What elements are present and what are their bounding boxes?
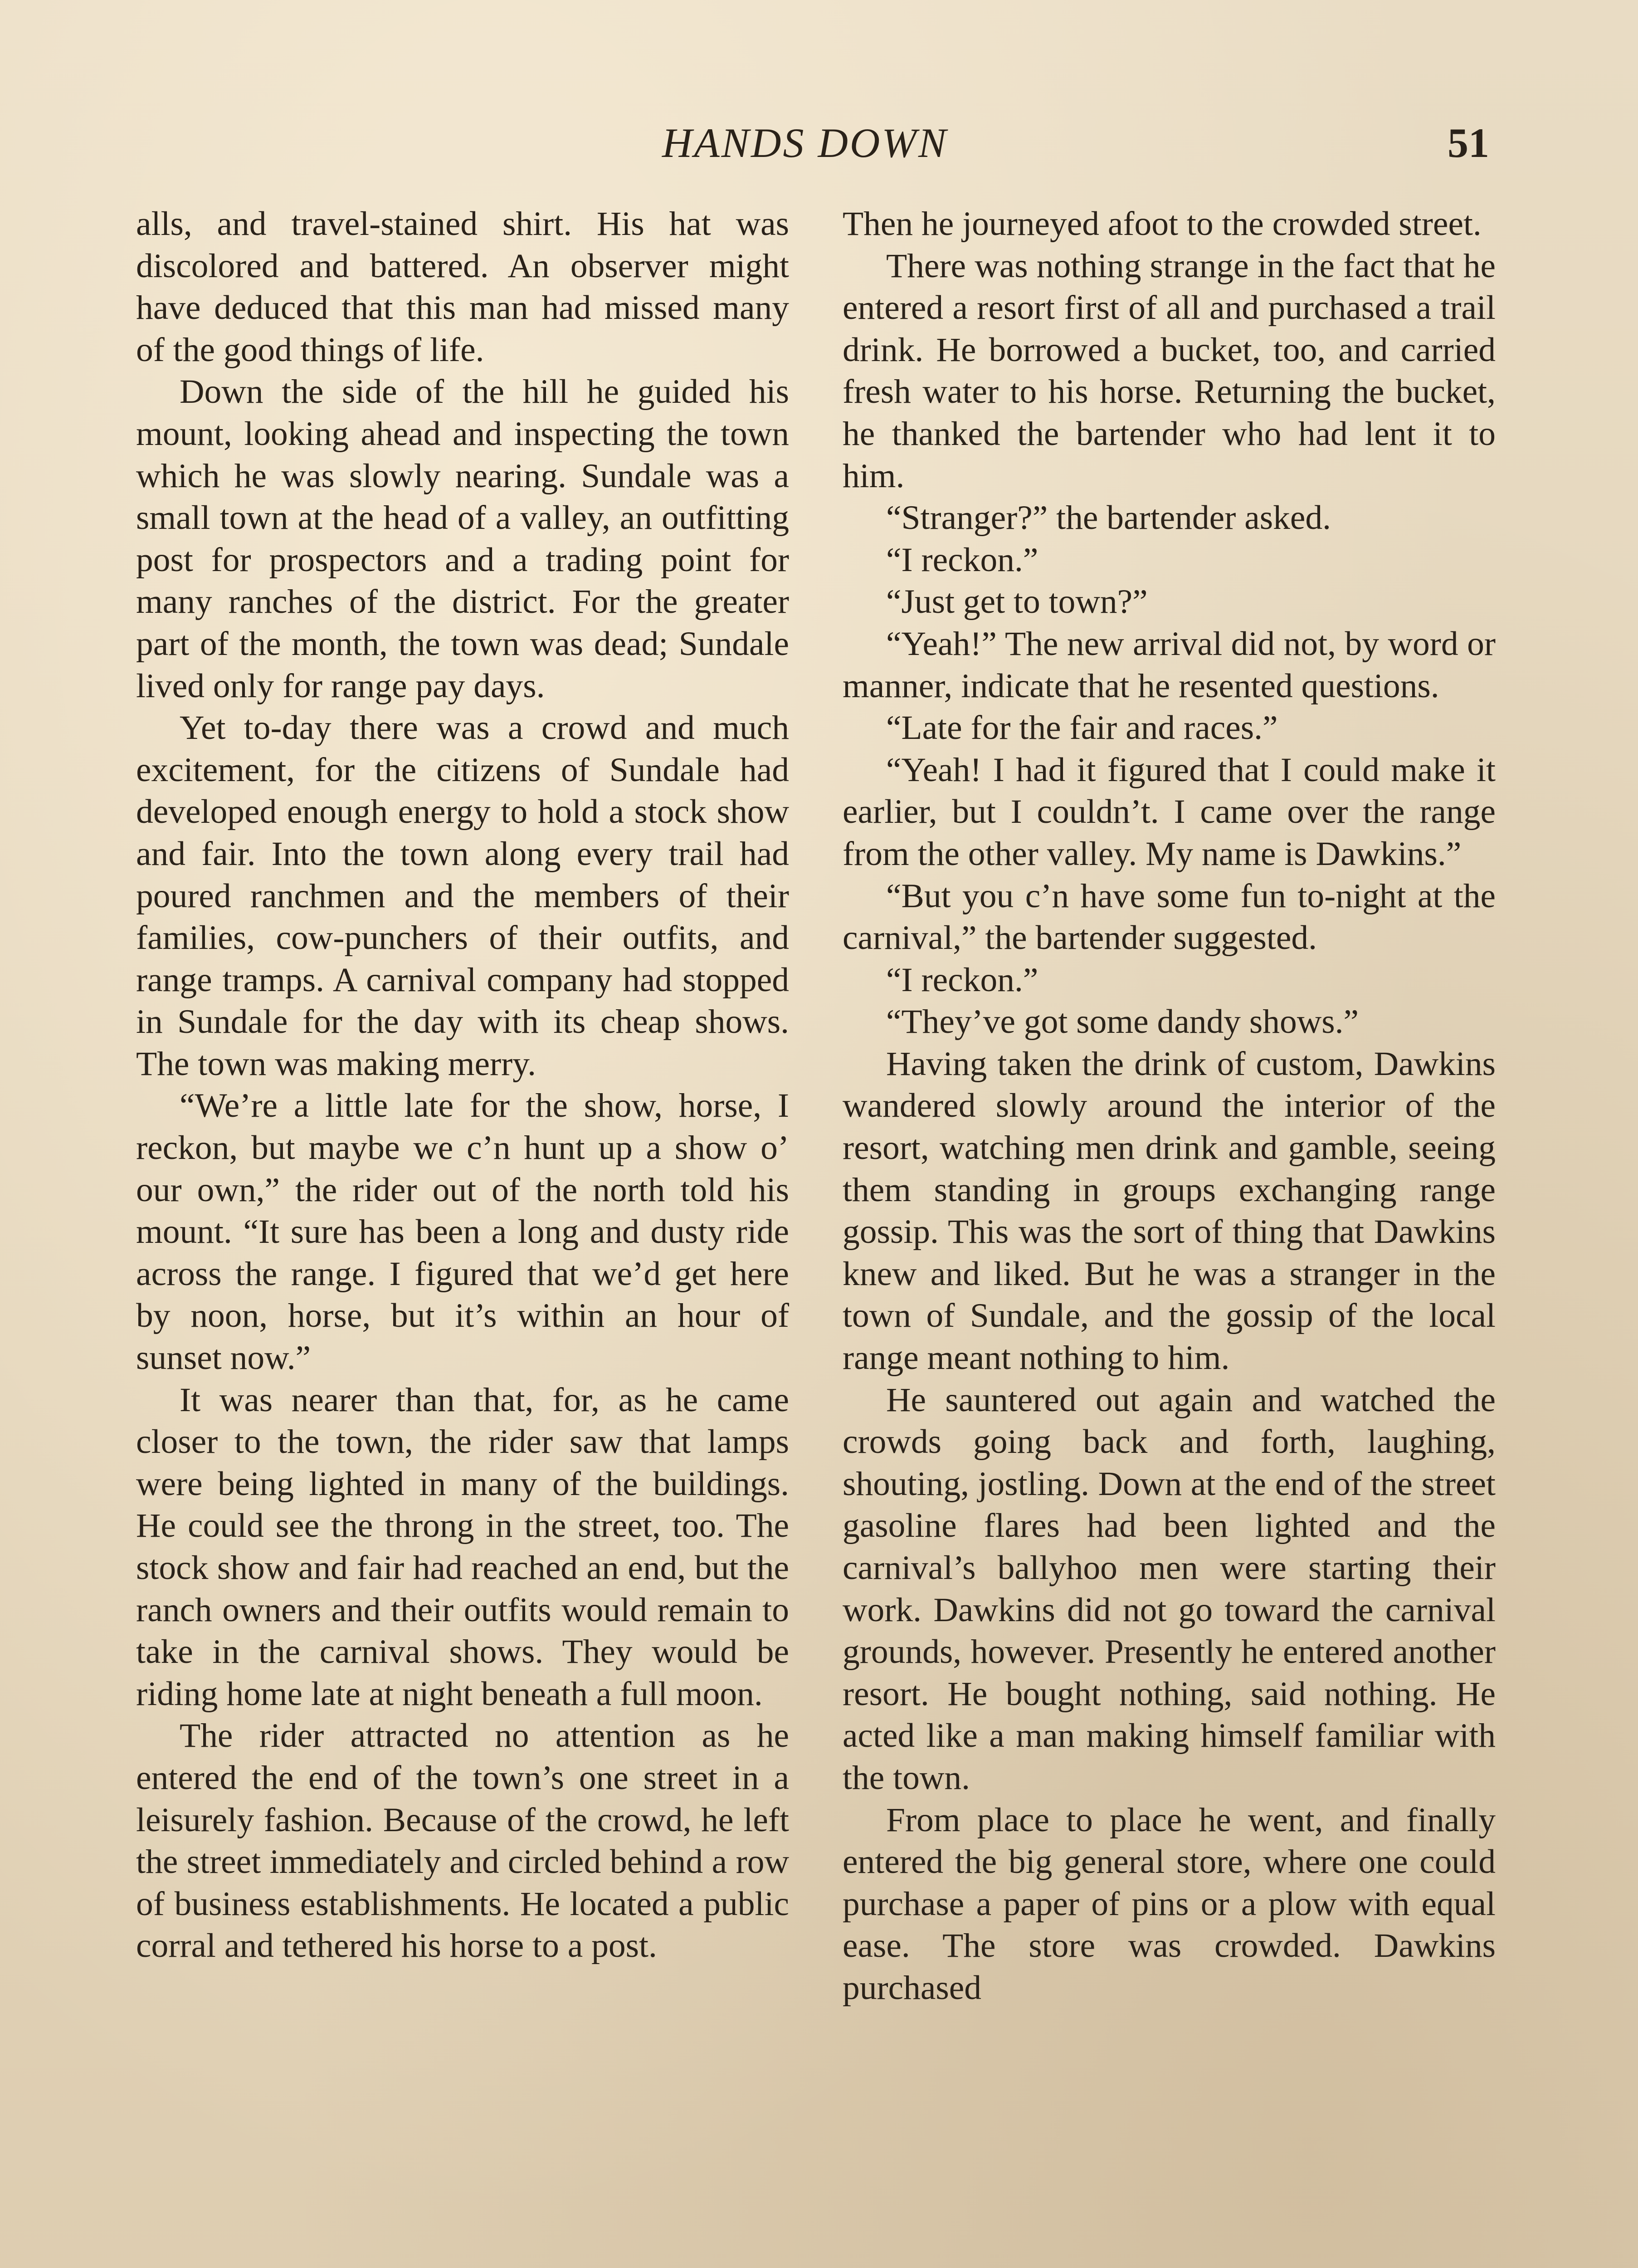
running-title: HANDS DOWN [662,120,948,166]
paragraph: Down the side of the hill he guided his mount, looking ahead and inspecting the town which he was slowly nearing. Sundale was a small town at the head of a valley, an outfitting post for prospectors and a trading point for many ranches of the district. For the greater part of the month, the town was dead; Sundale lived only for range pay days. [136,373,789,705]
dialogue-line: “They’ve got some dandy shows.” [886,1003,1359,1041]
paragraph: It was nearer than that, for, as he came closer to the town, the rider saw that lamps were being lighted in many of the buildings. He could see the throng in the street, too. The stock show and fair had reached an end, but the ranch owners and their outfits would remain to take in the carnival shows. They would be riding home late at night beneath a full moon. [136,1381,789,1713]
paragraph: From place to place he went, and finally entered the big general store, where one could purchase a paper of pins or a plow with equal ease. The store was crowded. Dawkins purchased [843,1801,1496,2007]
paragraph: Yet to-day there was a crowd and much excitement, for the citizens of Sundale had developed enough energy to hold a stock show and fair. Into the town along every trail had poured ranchmen and the members of their families, cow-punchers of their outfits, and range tramps. A carnival company had stopped in Sundale for the day with its cheap shows. The town was making merry. [136,709,789,1083]
dialogue-line: “I reckon.” [886,541,1038,579]
dialogue-line: “Yeah!” The new arrival did not, by word or manner, indicate that he resented questions. [843,625,1496,705]
page-number: 51 [1448,120,1489,166]
dialogue-line: “I reckon.” [886,961,1038,999]
left-column [136,203,789,1967]
paragraph: The rider attracted no attention as he entered the end of the town’s one street in a leisurely fashion. Because of the crowd, he left the street immediately and circled behind a row of business establishments. He located a public corral and tethered his horse to a post. [136,1717,789,1965]
paragraph: “We’re a little late for the show, horse, I reckon, but maybe we c’n hunt up a show o’ our own,” the rider out of the north told his mount. “It sure has been a long and dusty ride across the range. I figured that we’d get here by noon, horse, but it’s within an hour of sunset now.” [136,1087,789,1377]
dialogue-line: “Late for the fair and races.” [886,709,1278,747]
paragraph: Having taken the drink of custom, Dawkins wandered slowly around the interior of the resort, watching men drink and gamble, seeing them standing in groups exchanging range gossip. This was the sort of thing that Dawkins knew and liked. But he was a stranger in the town of Sundale, and the gossip of the local range meant nothing to him. [843,1045,1496,1377]
dialogue-line: “Yeah! I had it figured that I could make it earlier, but I couldn’t. I came over the range from the other valley. My name is Dawkins.” [843,751,1496,873]
page-header [0,119,1638,169]
dialogue-line: “But you c’n have some fun to-night at the carnival,” the bartender suggested. [843,877,1496,957]
paragraph: He sauntered out again and watched the crowds going back and forth, laughing, shouting, jostling. Down at the end of the street gasoline flares had been lighted and the carnival’s ballyhoo men were starting their work. Dawkins did not go toward the carnival grounds, however. Presently he entered another resort. He bought nothing, said nothing. He acted like a man making himself familiar with the town. [843,1381,1496,1797]
paragraph: Then he journeyed afoot to the crowded street. [843,205,1482,243]
paragraph: alls, and travel-stained shirt. His hat was discolored and battered. An observer might have deduced that this man had missed many of the good things of life. [136,205,789,369]
paragraph: There was nothing strange in the fact that he entered a resort first of all and purchased a trail drink. He borrowed a bucket, too, and carried fresh water to his horse. Returning the bucket, he thanked the bartender who had lent it to him. [843,247,1496,495]
dialogue-line: “Just get to town?” [886,583,1148,621]
right-column [843,203,1496,2009]
dialogue-line: “Stranger?” the bartender asked. [886,499,1331,537]
